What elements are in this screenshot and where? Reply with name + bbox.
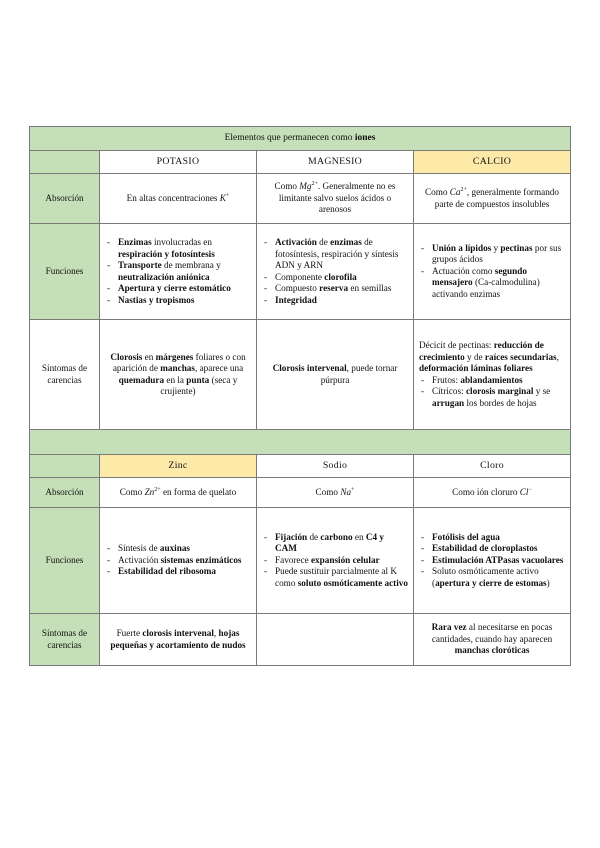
potasio-funciones [100, 224, 257, 320]
list-item: - Estimulación ATPasas vacuolares [419, 555, 565, 567]
row-label-absorcion-2: Absorción [30, 478, 100, 508]
absorcion-row-2 [30, 478, 571, 508]
title-row [30, 127, 571, 151]
separator-band [30, 430, 571, 455]
header-cloro: Cloro [414, 455, 571, 478]
sodio-absorcion: Como Na+ [257, 478, 414, 508]
header-sodio: Sodio [257, 455, 414, 478]
header-magnesio: MAGNESIO [257, 151, 414, 174]
row-label-sintomas-2: Síntomas de carencias [30, 614, 100, 666]
list-item: - Soluto osmóticamente activo (apertura y cierre de estomas) [419, 566, 565, 589]
table-title: Elementos que permanecen como iones [30, 127, 571, 151]
list-item: - Unión a lípidos y pectinas por sus grupos ácidos [419, 243, 565, 266]
sodio-sintomas [257, 614, 414, 666]
row-label-funciones: Funciones [30, 224, 100, 320]
list-item: - Compuesto reserva en semillas [262, 283, 408, 295]
row-label-funciones-2: Funciones [30, 508, 100, 614]
sodio-funciones [257, 508, 414, 614]
funciones-row-1 [30, 224, 571, 320]
list-item: - Estabilidad del ribosoma [105, 566, 251, 578]
calcio-funciones [414, 224, 571, 320]
list-item: - Fijación de carbono en C4 y CAM [262, 532, 408, 555]
list-item: - Frutos: ablandamientos [419, 375, 565, 387]
list-item: - Activación sistemas enzimáticos [105, 555, 251, 567]
header-calcio: CALCIO [414, 151, 571, 174]
cloro-absorcion: Como ión cloruro Cl− [414, 478, 571, 508]
list-item: - Puede sustituir parcialmente al K como soluto osmóticamente activo [262, 566, 408, 589]
list-item: - Fotólisis del agua [419, 532, 565, 544]
list-item: - Cítricos: clorosis marginal y se arrugan los bordes de hojas [419, 386, 565, 409]
sintomas-row-2 [30, 614, 571, 666]
absorcion-row-1 [30, 174, 571, 224]
header-zinc: Zinc [100, 455, 257, 478]
row-label-absorcion: Absorción [30, 174, 100, 224]
magnesio-absorcion: Como $Mg^{2+}$. Generalmente no es limitante salvo suelos ácidos o arenosos [257, 174, 414, 224]
zinc-absorcion: Como $Zn^{2+}$ en forma de quelato [100, 478, 257, 508]
cloro-funciones [414, 508, 571, 614]
corner-cell-2 [30, 455, 100, 478]
ions-table [29, 126, 571, 666]
list-item: - Componente clorofila [262, 272, 408, 284]
magnesio-funciones [257, 224, 414, 320]
magnesio-sintomas: Clorosis intervenal, puede tornar púrpura [257, 320, 414, 430]
header-potasio: POTASIO [100, 151, 257, 174]
separator-row [30, 430, 571, 455]
potasio-absorcion: En altas concentraciones K+ [100, 174, 257, 224]
corner-cell [30, 151, 100, 174]
row-label-sintomas: Síntomas de carencias [30, 320, 100, 430]
list-item: - Integridad [262, 295, 408, 307]
list-item: - Nastias y tropismos [105, 295, 251, 307]
calcio-absorcion: Como $Ca^{2+}$, generalmente formando parte de compuestos insolubles [414, 174, 571, 224]
cloro-sintomas: Rara vez al necesitarse en pocas cantidades, cuando hay aparecen manchas cloróticas [414, 614, 571, 666]
list-item: - Enzimas involucradas en respiración y fotosíntesis [105, 237, 251, 260]
header-row-2 [30, 455, 571, 478]
list-item: - Síntesis de auxinas [105, 543, 251, 555]
list-item: - Actuación como segundo mensajero (Ca-calmodulina) activando enzimas [419, 266, 565, 301]
zinc-funciones [100, 508, 257, 614]
calcio-sintomas: Décicit de pectinas: reducción de crecimiento y de raíces secundarias, deformación láminas foliares - Frutos: ablandamientos - Cítricos: clorosis marginal y se arrugan los bordes de hojas [414, 320, 571, 430]
list-item: - Favorece expansión celular [262, 555, 408, 567]
potasio-sintomas: Clorosis en márgenes foliares o con aparición de manchas, aparece una quemadura en la punta (seca y crujiente) [100, 320, 257, 430]
list-item: - Activación de enzimas de fotosíntesis, respiración y síntesis ADN y ARN [262, 237, 408, 272]
funciones-row-2 [30, 508, 571, 614]
zinc-sintomas: Fuerte clorosis intervenal, hojas pequeñas y acortamiento de nudos [100, 614, 257, 666]
list-item: - Apertura y cierre estomático [105, 283, 251, 295]
header-row-1 [30, 151, 571, 174]
sintomas-row-1 [30, 320, 571, 430]
list-item: - Transporte de membrana y neutralización aniónica [105, 260, 251, 283]
list-item: - Estabilidad de cloroplastos [419, 543, 565, 555]
